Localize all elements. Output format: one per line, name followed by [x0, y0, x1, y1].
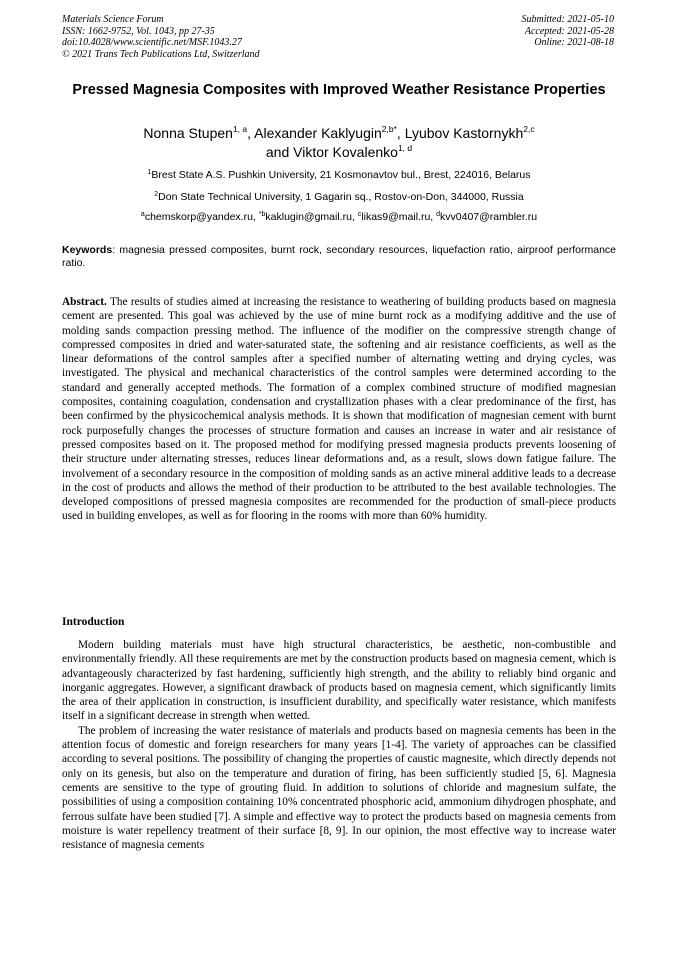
abstract-label: Abstract.: [62, 296, 107, 308]
issn-line: ISSN: 1662-9752, Vol. 1043, pp 27-35: [62, 25, 215, 37]
journal-info: [62, 14, 260, 60]
journal-name: Materials Science Forum: [62, 14, 164, 25]
affiliation-mark: 2: [154, 191, 159, 198]
author-list: [62, 124, 616, 162]
affiliation-2: [62, 191, 616, 204]
abstract-text: The results of studies aimed at increasing the resistance to weathering of building products based on magnesia cement are presented. This goal was achieved by the use of mine burnt rock as a modifying additive and the use of molding sands compaction pressing method. The influence of the modifier on the compressive strength change of compressed composites in dried and water-saturated state, the softening and air resistance coefficients, as well as the linear deformations of the control samples after a specified number of alternating wetting and drying cycles, was investigated. The physical and mechanical characteristics of the control samples were determined according to the standard and generally accepted methods. The formation of a complex combined structure of modified magnesian composites, containing coagulation, condensation and crystallization phases with a clear predominance of the first, has been confirmed by the physicochemical analysis methods. It is shown that modification of magnesian cement with burnt rock purposefully changes the processes of structure formation and causes an increase in water and air resistance of pressed composites based on it. The proposed method for modifying pressed magnesia products prevents loosening of their structure under alternating stresses, reduces linear deformations and, as a result, slows down fatigue failure. The involvement of a secondary resource in the composition of molding sands as an active mineral additive leads to a decrease in the cost of products and allows the method of their production to be attributed to the best available technologies. The developed compositions of pressed magnesia composites are recommended for the production of small-piece products used in building envelopes, as well as for flooring in the rooms with more than 60% humidity.: [62, 296, 616, 523]
accepted-date: Accepted: 2021-05-28: [524, 25, 614, 37]
affiliation-text: Brest State A.S. Pushkin University, 21 Kosmonavtov bul., Brest, 224016, Belarus: [151, 169, 531, 181]
paragraph: Modern building materials must have high structural characteristics, be aesthetic, non-combustible and environmentally friendly. All these requirements are met by the construction products based on magnesia cement, which is advantageously characterized by fast hardening, sufficiently high strength, and the ability to reliably bind organic and inorganic aggregates. However, a significant drawback of products based on magnesia cement, which significantly limits the area of their application in construction, is insufficient durability, and specifically water resistance, which manifests itself in a significant decrease in strength when wetted.: [62, 639, 616, 723]
email-address: kaklugin@gmail.ru,: [265, 211, 358, 223]
email-mark: d: [436, 211, 441, 218]
submitted-date: Submitted: 2021-05-10: [521, 14, 614, 25]
author-separator: ,: [247, 125, 255, 141]
author-name: Lyubov Kastornykh: [404, 125, 524, 141]
email-address: likas9@mail.ru,: [361, 211, 437, 223]
keywords-text: : magnesia pressed composites, burnt rock, secondary resources, liquefaction ratio, airproof performance ratio.: [62, 244, 616, 270]
submission-dates: [522, 14, 615, 49]
online-date: Online: 2021-08-18: [534, 37, 614, 48]
author-affiliation-mark: 1, a: [232, 124, 248, 134]
affiliation-text: Don State Technical University, 1 Gagarin sq., Rostov-on-Don, 344000, Russia: [158, 191, 524, 203]
author-name: Nonna Stupen: [143, 125, 233, 141]
author-name: Alexander Kaklyugin: [254, 125, 382, 141]
email-mark: c: [357, 211, 362, 218]
author-affiliation-mark: 2,b*: [381, 124, 397, 134]
email-mark: a: [140, 211, 145, 218]
affiliation-1: [62, 169, 616, 182]
author-separator: ,: [396, 125, 405, 141]
paper-title: Pressed Magnesia Composites with Improved Weather Resistance Properties: [72, 82, 606, 98]
email-address: chemskorp@yandex.ru,: [144, 211, 259, 223]
abstract: [62, 295, 616, 524]
author-name: and Viktor Kovalenko: [265, 144, 398, 160]
keywords: [62, 244, 616, 270]
author-affiliation-mark: 2,c: [523, 124, 535, 134]
section-heading-introduction: Introduction: [62, 616, 125, 628]
email-mark: *b: [258, 211, 266, 218]
email-list: [62, 211, 616, 224]
email-address: kvv0407@rambler.ru: [440, 211, 538, 223]
paragraph: The problem of increasing the water resistance of materials and products based on magnesia cements has been in the attention focus of domestic and foreign researchers for many years [1-4]. The variety of approaches can be classified according to several positions. The possibility of changing the properties of caustic magnesite, which directly depends not only on its genesis, but also on the temperature and duration of firing, has been sufficiently studied [5, 6]. Magnesia cements are sensitive to the type of grouting fluid. In addition to solutions of chloride and magnesium sulfate, the possibilities of using a composition containing 10% concentrated phosphoric acid, ammonium dihydrogen phosphate, and ferrous sulfate have been studied [7]. A simple and effective way to protect the products based on magnesia cements from moisture is water repellency treatment of their surface [8, 9]. In our opinion, the most effective way to increase water resistance of magnesia cements: [62, 724, 616, 852]
doi-line: doi:10.4028/www.scientific.net/MSF.1043.27: [62, 37, 242, 48]
author-affiliation-mark: 1, d: [397, 143, 413, 153]
introduction-body: [62, 638, 616, 852]
affiliation-mark: 1: [147, 169, 152, 176]
copyright-line: © 2021 Trans Tech Publications Ltd, Switzerland: [62, 48, 260, 60]
keywords-label: Keywords: [62, 244, 113, 256]
